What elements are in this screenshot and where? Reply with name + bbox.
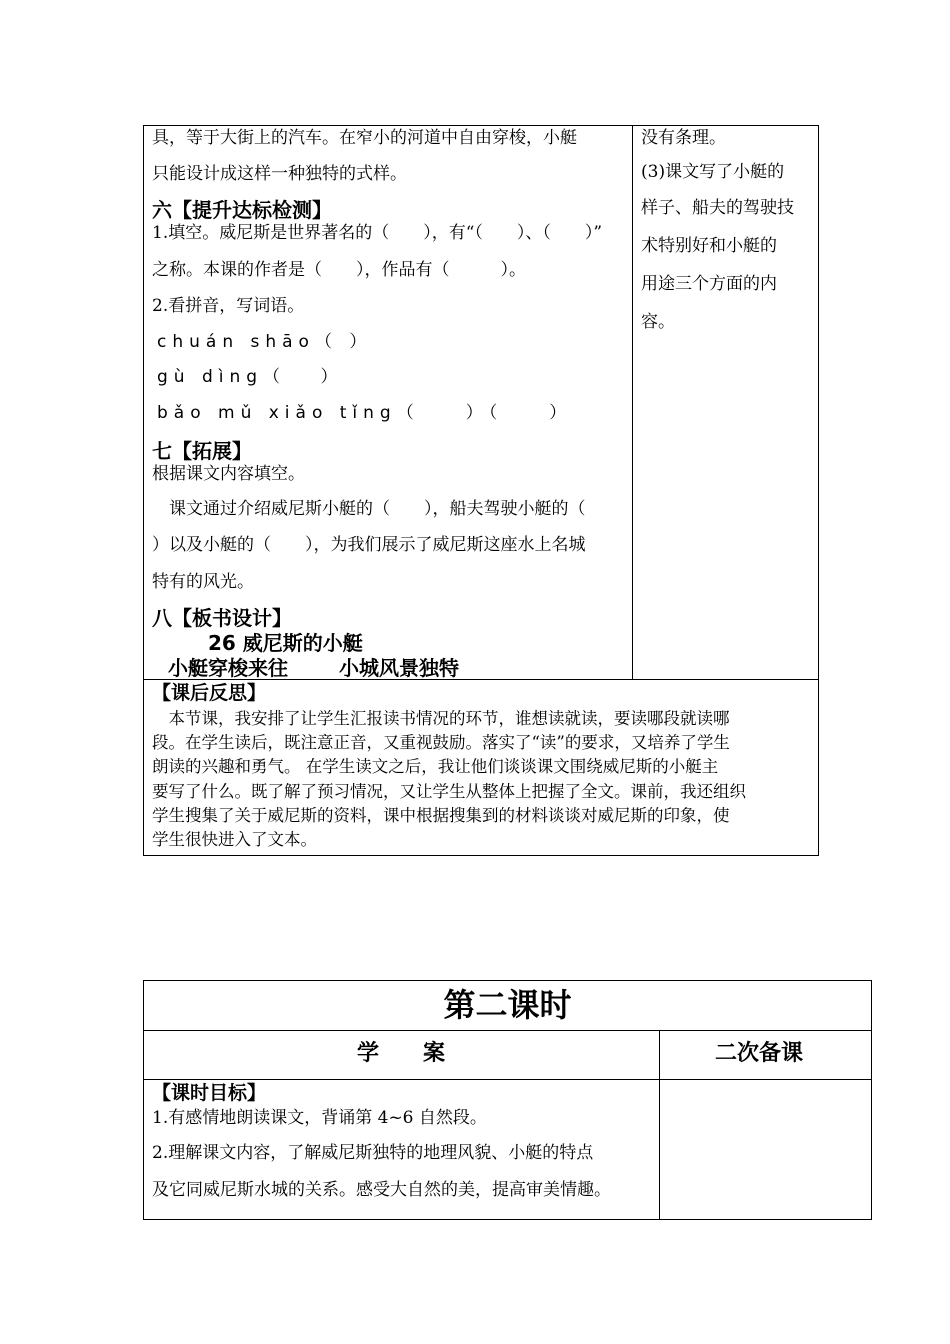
- goals-title: 【课时目标】: [152, 1082, 267, 1104]
- lesson-title: 第二课时: [443, 986, 572, 1024]
- reflection-line: 要写了什么。既了解了预习情况，又让学生从整体上把握了全文。课前，我还组织: [152, 782, 746, 801]
- question-1-line-2: 之称。本课的作者是（ ），作品有（ ）。: [152, 260, 526, 280]
- board-design-title: 26 威尼斯的小艇: [208, 631, 363, 655]
- extension-line-4: 特有的风光。: [152, 572, 254, 592]
- section-8-title: 八【板书设计】: [152, 606, 292, 630]
- column-header-study-plan: 学 案: [357, 1041, 446, 1066]
- reflection-line: 学生搜集了关于威尼斯的资料，课中根据搜集到的材料谈谈对威尼斯的印象，使: [152, 806, 730, 825]
- question-1-line-1: 1.填空。威尼斯是世界著名的（ ），有“（ ）、（ ）”: [152, 223, 603, 243]
- note-line: 容。: [641, 312, 675, 332]
- extension-line-1: 根据课文内容填空。: [152, 464, 305, 484]
- goal-line: 及它同威尼斯水城的关系。感受大自然的美，提高审美情趣。: [152, 1180, 611, 1200]
- extension-line-3: ）以及小艇的（ ），为我们展示了威尼斯这座水上名城: [152, 535, 586, 555]
- reflection-title: 【课后反思】: [152, 682, 267, 704]
- reflection-line: 学生很快进入了文本。: [152, 830, 317, 849]
- goal-line: 2.理解课文内容，了解威尼斯独特的地理风貌、小艇的特点: [152, 1143, 594, 1163]
- board-design-right: 小城风景独特: [339, 656, 459, 680]
- reflection-line: 朗读的兴趣和勇气。 在学生读文之后，我让他们谈谈课文围绕威尼斯的小艇主: [152, 757, 719, 776]
- goal-line: 1.有感情地朗读课文，背诵第 4~6 自然段。: [152, 1108, 487, 1128]
- note-line: 术特别好和小艇的: [641, 236, 777, 256]
- column-header-second-preparation: 二次备课: [715, 1041, 804, 1066]
- reflection-line: 本节课，我安排了让学生汇报读书情况的环节，谁想读就读，要读哪段就读哪: [152, 709, 730, 728]
- section-7-title: 七【拓展】: [152, 439, 252, 463]
- note-line: (3)课文写了小艇的: [641, 162, 785, 182]
- note-line: 用途三个方面的内: [641, 274, 777, 294]
- pinyin-item-1: chuán shāo（ ）: [157, 332, 373, 352]
- text-line: 具，等于大街上的汽车。在窄小的河道中自由穿梭，小艇: [152, 128, 577, 148]
- section-6-title: 六【提升达标检测】: [152, 198, 332, 222]
- text-line: 只能设计成这样一种独特的式样。: [152, 164, 407, 184]
- pinyin-item-2: gù dìng（ ）: [157, 367, 344, 387]
- note-line: 样子、船夫的驾驶技: [641, 198, 794, 218]
- note-line: 没有条理。: [641, 128, 726, 148]
- extension-line-2: 课文通过介绍威尼斯小艇的（ ），船夫驾驶小艇的（: [152, 499, 586, 519]
- pinyin-item-3: bǎo mǔ xiǎo tǐng（ ）（ ）: [157, 403, 573, 423]
- reflection-line: 段。在学生读后，既注意正音，又重视鼓励。落实了“读”的要求，又培养了学生: [152, 733, 730, 752]
- board-design-left: 小艇穿梭来往: [168, 656, 288, 680]
- question-2: 2.看拼音，写词语。: [152, 296, 305, 316]
